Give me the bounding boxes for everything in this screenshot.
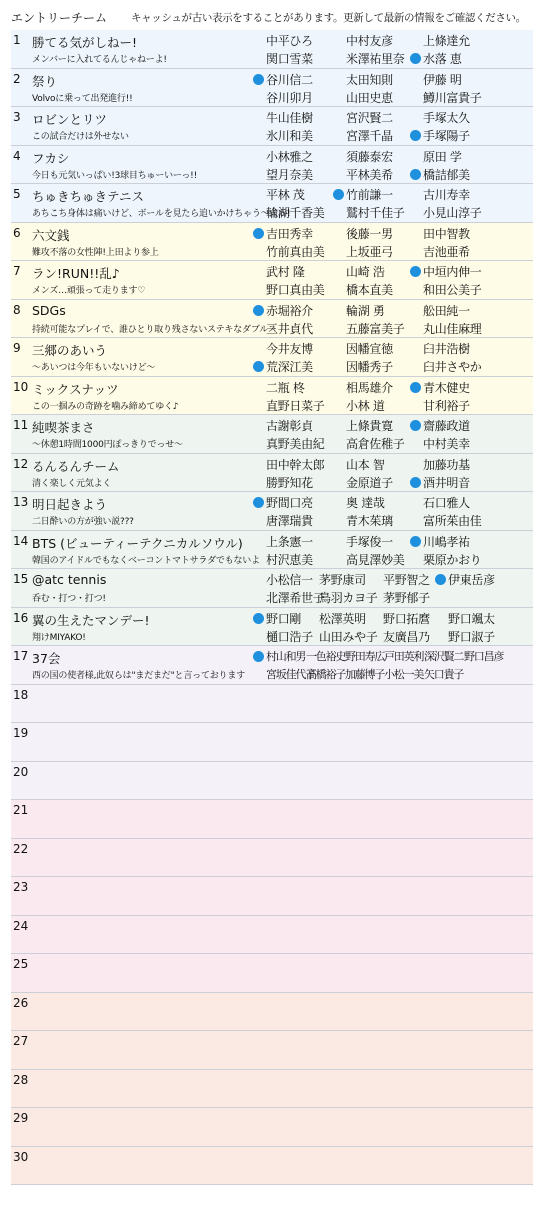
team-number: 21 [13,803,29,817]
member-name: 古謝彰貞 [266,419,313,433]
team-row [11,223,533,262]
team-number: 8 [13,302,21,317]
member-name: 深沢賢二 [424,650,464,663]
captain-dot-icon [410,477,421,488]
member-name: 勝野知花 [266,475,313,490]
member-name: 谷川卯月 [266,90,313,105]
team-name: 六文銭 [32,227,70,243]
member-name: 小林雅之 [266,149,313,164]
member-name: 松澤英明 [319,611,366,626]
member-name: 三井貞代 [266,321,313,336]
member-name: 野口淑子 [448,629,495,644]
member-name: 須藤泰宏 [346,149,393,164]
member-name: 鷲村千佳子 [346,206,405,220]
team-number: 3 [13,110,21,124]
member-name: 丸山佳麻理 [423,321,482,336]
team-message: 清く楽しく元気よく [32,478,112,489]
member-name: 戸田英利 [384,650,424,663]
captain-dot-icon [253,613,264,624]
team-name: 翼の生えたマンデー! [32,612,150,628]
member-name: 鳥羽カヨ子 [319,591,378,605]
team-row [11,338,533,377]
member-name: 宮沢賢二 [346,111,393,125]
team-row [11,839,533,878]
team-name: BTS (ビューティーテクニカルソウル) [32,535,243,551]
team-number: 14 [13,533,29,548]
member-name: 水落 恵 [423,52,462,66]
team-row [11,377,533,416]
member-name: 高倉佐稚子 [346,437,405,451]
team-name: フカシ [32,150,70,166]
team-row [11,762,533,801]
member-name: 中垣内伸一 [423,265,482,279]
member-name: 舩田純一 [423,303,470,318]
member-name: 竹前謙一 [346,188,393,202]
member-name: 石口雅人 [423,496,470,510]
team-message: 持続可能なプレイで、誰ひとり取り残さないステキなダブルス [32,324,277,335]
member-name: 臼井浩樹 [423,342,470,356]
member-name: 川嶋孝祐 [423,534,470,549]
member-name: 平野智之 [383,573,430,587]
team-message: 難攻不落の女性陣!上田より参上 [32,247,159,258]
team-number: 7 [13,264,21,278]
cache-notice: キャッシュが古い表示をすることがあります。更新して最新の情報をご確認ください。 [131,12,526,24]
member-name: 因幡秀子 [346,360,393,374]
captain-dot-icon [410,130,421,141]
member-name: 吉池亜希 [423,244,470,259]
member-name: 手塚太久 [423,111,470,125]
team-row [11,454,533,493]
team-number: 24 [13,918,29,933]
team-message: この一掴みの奇跡を噛み締めてゆく♪ [32,401,179,412]
member-name: 米澤祐里奈 [346,52,405,66]
team-number: 20 [13,764,29,779]
team-name: 37会 [32,651,61,666]
member-name: 上條貴寛 [346,419,393,433]
member-name: 直野日菜子 [266,398,325,413]
member-name: 宮坂佳代子 [266,668,315,681]
team-number: 1 [13,33,21,47]
member-name: 一色裕史 [306,650,346,663]
team-row [11,107,533,146]
member-name: 村山和男 [266,650,306,663]
team-message: 韓国のアイドルでもなくベーコントマトサラダでもないよ [32,555,260,566]
member-name: 伊藤 明 [423,72,462,87]
member-name: 手塚俊一 [346,534,393,549]
team-number: 18 [13,687,29,702]
team-number: 17 [13,649,29,663]
team-number: 26 [13,995,29,1010]
member-name: 青木健史 [423,380,470,395]
team-row [11,1031,533,1070]
team-name: 明日起きよう [32,497,108,512]
member-name: 真野美由紀 [266,437,325,451]
member-name: 輪湖千香美 [266,206,325,220]
captain-dot-icon [435,574,446,585]
member-name: 谷川信二 [266,72,313,87]
member-name: 原田 学 [423,149,462,164]
team-name: @atc tennis [32,572,107,587]
team-name: 純喫茶まさ [32,420,95,435]
member-name: 二瓶 柊 [266,380,305,395]
team-number: 25 [13,957,29,971]
member-name: 北澤希世子 [266,591,325,605]
member-name: 上條達允 [423,34,470,48]
member-name: 赤堀裕介 [266,303,313,318]
member-name: 古川寿幸 [423,188,470,202]
member-name: 奥 達哉 [346,496,385,510]
member-name: 宮澤千晶 [346,129,393,143]
captain-dot-icon [253,74,264,85]
team-name: 三郷のあいう [32,343,108,358]
member-name: 高見澤妙美 [346,552,405,567]
member-name: 吉田秀幸 [266,226,313,241]
member-name: 茅野郁子 [383,591,430,605]
team-row [11,415,533,454]
member-name: 小見山淳子 [423,206,482,220]
team-row [11,300,533,339]
member-name: 望月奈美 [266,167,313,182]
page-title: エントリーチーム [11,11,108,25]
member-name: 野田寿広 [345,650,385,663]
member-name: 野口剛 [266,611,302,626]
member-name: 山田みや子 [319,629,378,644]
member-name: 中村美幸 [423,437,470,451]
member-name: 今井友博 [266,342,313,356]
team-number: 27 [13,1034,29,1048]
captain-dot-icon [253,228,264,239]
member-name: 甘利裕子 [423,398,470,413]
team-row [11,569,533,608]
member-name: 山本 智 [346,457,385,472]
team-message: メンズ…頑張って走ります♡ [32,286,146,296]
member-name: 加藤博子 [345,668,385,681]
member-name: 平林 茂 [266,188,305,202]
team-number: 29 [13,1111,29,1125]
team-row [11,916,533,955]
member-name: 田中幹太郎 [266,457,325,472]
team-row [11,184,533,223]
member-name: 高橋裕子 [306,668,346,681]
team-row [11,723,533,762]
captain-dot-icon [410,420,421,431]
member-name: 五藤富美子 [346,321,405,336]
team-message: 〜休憩1時間1000円ぽっきりでっせ〜 [32,440,183,450]
member-name: 後藤一男 [346,226,393,241]
team-row [11,646,533,685]
page-header [0,0,542,30]
team-row [11,1070,533,1109]
member-name: 栗原かおり [423,552,482,567]
member-name: 小松一美 [384,668,424,681]
team-message: メンバーに入れてるんじゃねーよ! [32,55,167,65]
team-number: 11 [13,418,29,432]
member-name: 臼井さやか [423,360,482,374]
member-name: 和田公美子 [423,283,482,297]
member-name: 伊東岳彦 [448,573,495,587]
member-name: 竹前真由美 [266,244,325,259]
team-message: 呑む・打つ・打つ! [32,594,106,604]
team-name: ちゅきちゅきテニス [32,189,145,204]
team-row [11,531,533,570]
team-row [11,492,533,531]
member-name: 手塚陽子 [423,129,470,143]
member-name: 因幡宣徳 [346,342,393,356]
team-message: 〜あいつは今年もいないけど〜 [32,363,156,373]
team-row [11,877,533,916]
member-name: 相馬雄介 [346,380,393,395]
team-message: この試合だけは外せない [32,132,129,142]
member-name: 青木茱璃 [346,514,393,528]
member-name: 山崎 浩 [346,265,385,279]
team-number: 4 [13,148,21,163]
member-name: 関口雪菜 [266,52,313,66]
captain-dot-icon [410,53,421,64]
team-row [11,993,533,1032]
team-message: 翔けMIYAKO! [32,632,86,643]
member-name: 平林美希 [346,167,393,182]
team-name: ミックスナッツ [32,381,119,397]
member-name: 茅野康司 [319,573,366,587]
team-number: 13 [13,495,29,509]
team-number: 12 [13,456,29,471]
team-name: SDGs [32,302,66,318]
team-row [11,1108,533,1147]
team-row [11,954,533,993]
member-name: 上条憲一 [266,534,313,549]
member-name: 小松信一 [266,573,313,587]
member-name: 田中智教 [423,226,470,241]
team-number: 9 [13,341,21,355]
team-name: ラン!RUN!!乱♪ [32,266,120,281]
team-number: 16 [13,610,29,625]
member-name: 野口真由美 [266,283,325,297]
captain-dot-icon [253,497,264,508]
member-name: 輪湖 勇 [346,303,385,318]
member-name: 齋藤政道 [423,419,470,433]
captain-dot-icon [333,189,344,200]
team-number: 2 [13,71,21,86]
entry-team-table [11,30,533,1185]
member-name: 橋詰郁美 [423,167,470,182]
team-number: 23 [13,880,29,894]
team-number: 5 [13,187,21,201]
team-name: 祭り [32,73,58,89]
member-name: 上坂亜弓 [346,244,393,259]
member-name: 野口昌彦 [464,650,504,663]
member-name: 氷川和美 [266,129,313,143]
captain-dot-icon [253,651,264,662]
team-row [11,1147,533,1186]
team-row [11,30,533,69]
captain-dot-icon [410,536,421,547]
team-row [11,608,533,647]
member-name: 唐澤瑞貴 [266,514,313,528]
team-message: 今日も元気いっぱい!3球目ちゅーいーっ!! [32,170,197,181]
captain-dot-icon [410,169,421,180]
member-name: 中村友彦 [346,34,393,48]
team-row [11,146,533,185]
member-name: 矢口貴子 [424,668,464,681]
member-name: 金原道子 [346,475,393,490]
member-name: 橋本直美 [346,283,393,297]
team-name: るんるんチーム [32,458,120,474]
member-name: 野間口亮 [266,496,313,510]
captain-dot-icon [253,305,264,316]
team-message: あちこち身体は痛いけど、ボールを見たら追いかけちゃう〜犬か! [32,209,291,219]
member-name: 野口拓麿 [383,611,430,626]
team-number: 28 [13,1072,29,1087]
member-name: 山田史恵 [346,90,393,105]
team-number: 22 [13,841,29,856]
team-number: 10 [13,379,29,394]
member-name: 牛山佳樹 [266,111,313,125]
member-name: 野口颯太 [448,611,495,626]
team-name: 勝てる気がしねー! [32,35,138,50]
team-row [11,685,533,724]
member-name: 中平ひろ [266,34,313,48]
member-name: 樋口浩子 [266,629,313,644]
team-number: 19 [13,726,29,740]
team-row [11,800,533,839]
team-number: 30 [13,1149,29,1164]
member-name: 鱒川富貴子 [423,90,482,105]
member-name: 太田知則 [346,72,393,87]
member-name: 荒深江美 [266,360,313,374]
captain-dot-icon [410,382,421,393]
team-row [11,261,533,300]
team-row [11,69,533,108]
member-name: 友廣昌乃 [383,629,430,644]
team-message: 西の国の使者様,此奴らは"まだまだ"と言っております [32,671,245,681]
member-name: 加藤功基 [423,457,470,472]
team-number: 15 [13,572,29,586]
member-name: 酒井明音 [423,475,470,490]
member-name: 小林 道 [346,398,385,413]
member-name: 富所茱由佳 [423,514,482,528]
team-name: ロビンとリツ [32,112,108,127]
team-message: 二日酔いの方が強い説??? [32,517,134,527]
captain-dot-icon [253,361,264,372]
team-message: Volvoに乗って出発進行!! [32,93,133,104]
captain-dot-icon [410,266,421,277]
member-name: 村沢恵美 [266,552,313,567]
member-name: 武村 隆 [266,265,305,279]
team-number: 6 [13,225,21,240]
